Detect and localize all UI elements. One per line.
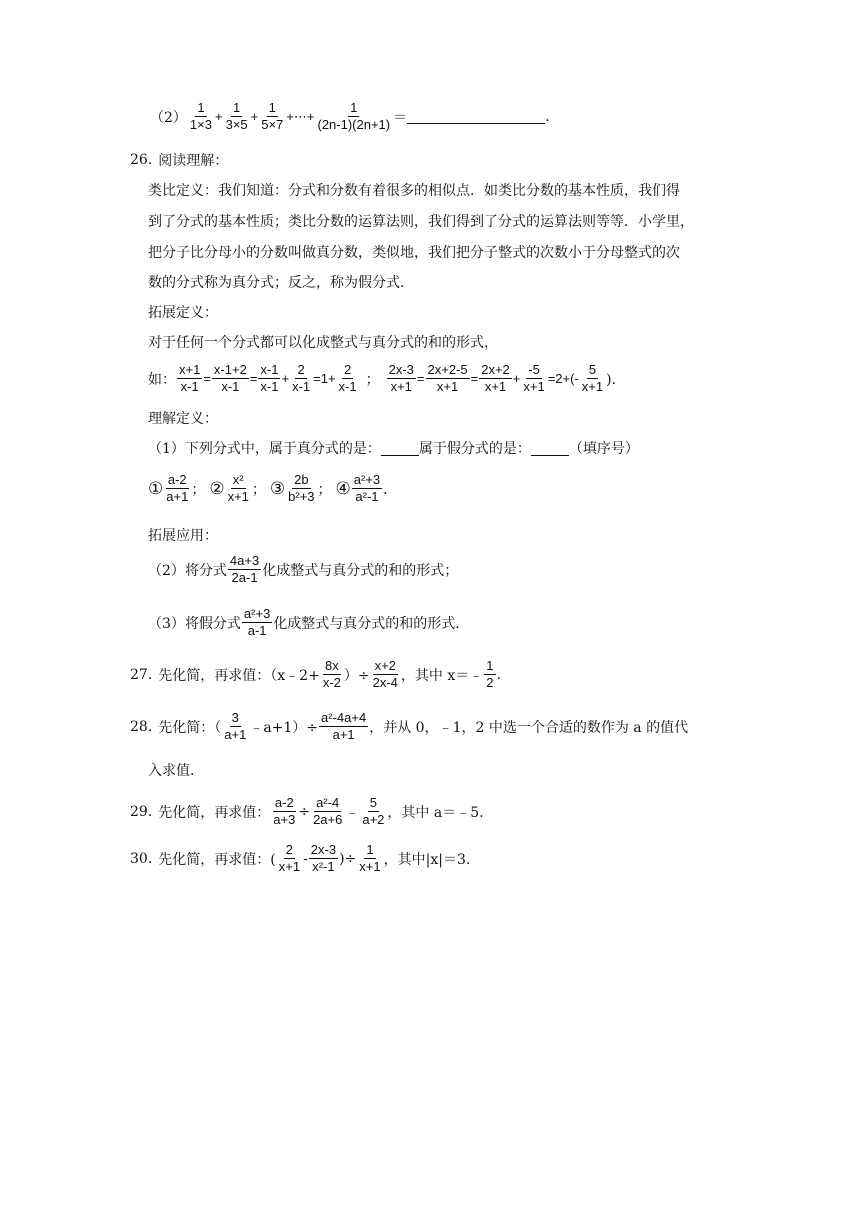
q28: 28. 先化简：（ 3 a+1 ﹣a+1）÷ $\frac{\text{a²-4a+4}}{a+1}$ ，并从 0，﹣1，2 中选一个合适的数作为 a 的值代 — [130, 710, 689, 742]
q26-part1: （1）下列分式中，属于真分式的是： 属于假分式的是： （填序号） — [148, 441, 639, 457]
q26-ext-def: 拓展定义： — [148, 305, 218, 321]
q30: 30. 先化简，再求值：( 2 x+1 - 2x-3 x²-1 )÷ $\frac{1}{x+1}$ ，其中|x|＝3. — [130, 842, 471, 874]
question-number: 29. — [130, 803, 153, 820]
fraction: $\frac{2x+2}{x+1}$ — [481, 362, 510, 394]
fraction: $\frac{x+1}{x-1}$ — [179, 362, 201, 394]
answer-blank — [531, 441, 569, 456]
q26-para-line: 数的分式称为真分式；反之，称为假分式． — [148, 275, 414, 291]
q28-cont: 入求值. — [148, 763, 195, 779]
fraction: 1 1×3 — [189, 100, 212, 132]
q26-para-line: 类比定义：我们知道：分式和分数有着很多的相似点．如类比分数的基本性质，我们得 — [148, 183, 680, 199]
fraction: $\frac{1}{(2n-1)(2n+1)}$ — [317, 100, 391, 132]
q25-part2: （2） 1 1×3 + $\frac{1}{3\times 5}$ + $\frac{1}{5\times 7}$ +⋯+ $\frac{1}{(2n-1)(2n+1)}$ ＝ . — [150, 100, 550, 132]
fraction: 2x-3 x²-1 — [310, 842, 337, 874]
fraction: $\frac{2x+2-5}{x+1}$ — [427, 362, 468, 394]
fraction: 1 2 — [486, 658, 494, 690]
q27: 27. 先化简，再求值：（x﹣2+ $\frac{8x}{x-2}$ ）÷ $\frac{x+2}{2x-4}$ ，其中 x＝﹣ 1 2 . — [130, 658, 501, 690]
q26-ext-line: 对于任何一个分式都可以化成整式与真分式的和的形式， — [148, 335, 498, 351]
fraction: $\frac{1}{5\times 7}$ — [261, 100, 284, 132]
fraction: $\frac{1}{x+1}$ — [359, 842, 381, 874]
q26-heading — [130, 150, 228, 170]
answer-blank — [381, 441, 419, 456]
question-number: 30. — [130, 850, 153, 867]
q26-title: 阅读理解： — [158, 153, 229, 169]
q29: 29. 先化简，再求值： $\frac{a-2}{a+3}$ ÷ $\frac{\text{a²-4}}{2a+6}$ ﹣ 5 a+2 ，其中 a＝﹣5. — [130, 795, 484, 827]
fraction: $\frac{x-1+2}{x-1}$ — [213, 362, 247, 394]
fraction: $\frac{x+2}{2x-4}$ — [372, 658, 398, 690]
q26-part2: （2）将分式 4a+3 2a-1 化成整式与真分式的和的形式； — [148, 553, 459, 585]
fraction: $\frac{-5}{x+1}$ — [523, 362, 545, 394]
q26-para-line: 把分子比分母小的分数叫做真分数，类似地，我们把分子整式的次数小于分母整式的次 — [148, 245, 680, 261]
question-number: 26. — [130, 152, 153, 168]
fraction: $\frac{1}{3\times 5}$ — [225, 100, 248, 132]
fraction: x² x+1 — [227, 472, 249, 504]
fraction: 3 a+1 — [224, 710, 247, 742]
fraction: $\frac{2x-3}{x+1}$ — [388, 362, 414, 394]
fraction: $\frac{2}{x-1}$ — [292, 362, 311, 394]
fraction: $\frac{\text{a²-4a+4}}{a+1}$ — [321, 710, 367, 742]
fraction: a²+3 a-1 — [243, 606, 271, 638]
fraction: 5 x+1 — [581, 362, 604, 394]
q26-part3: （3）将假分式 a²+3 a-1 化成整式与真分式的和的形式． — [148, 606, 470, 638]
fraction: $\frac{x-1}{x-1}$ — [260, 362, 279, 394]
fraction: 5 a+2 — [362, 795, 385, 827]
q25-part2-label: （2） — [150, 109, 187, 126]
fraction: $\frac{2}{x-1}$ — [338, 362, 357, 394]
fraction: a-2 a+1 — [166, 472, 189, 504]
q26-para-line: 到了分式的基本性质；类比分数的运算法则，我们得到了分式的运算法则等等．小学里， — [148, 214, 694, 230]
q26-example: 如： $\frac{x+1}{x-1}$ = $\frac{x-1+2}{x-1}$ = $\frac{x-1}{x-1}$ + $\frac{2}{x-1}$ =1+ $\frac{2}{x-1}$ ； $\frac{2x-3}{x+1}$ = $\frac{2x+2-5}{x+1}$ = $\frac{2x+2}{x+1}$ + $\frac{-5}{x+1}$ =2+( - 5 x+1 )． — [148, 362, 626, 394]
q26-options: ① a-2 a+1 ； ② x² x+1 ； ③ 2b b²+3 ； ④ a²+3 a²-1 ． — [148, 472, 398, 504]
fraction: 2 x+1 — [278, 842, 301, 874]
fraction: a²+3 a²-1 — [353, 472, 381, 504]
question-number: 28. — [130, 718, 153, 735]
fraction: $\frac{\text{a²-4}}{2a+6}$ — [313, 795, 343, 827]
answer-blank — [407, 109, 545, 124]
fraction: 4a+3 2a-1 — [229, 553, 260, 585]
fraction: 2b b²+3 — [288, 472, 315, 504]
q26-understand: 理解定义： — [148, 411, 218, 427]
fraction: $\frac{a-2}{a+3}$ — [273, 795, 296, 827]
fraction: $\frac{8x}{x-2}$ — [322, 658, 341, 690]
question-number: 27. — [130, 666, 153, 683]
q26-ext-app: 拓展应用： — [148, 528, 218, 544]
